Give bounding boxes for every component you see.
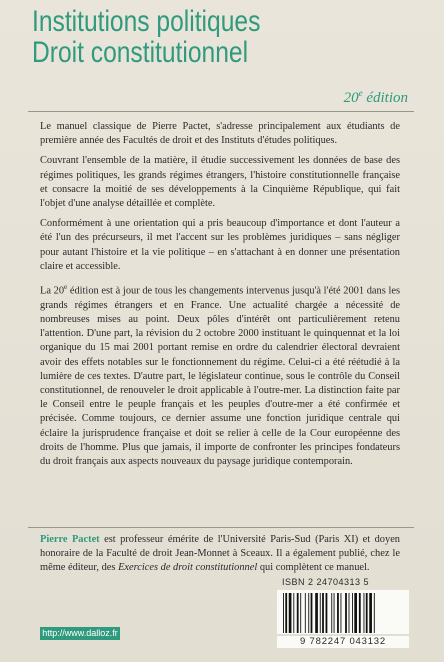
paragraph-2: Couvrant l'ensemble de la matière, il étudie successivement les données de base des régimes politiques, les grands régimes étrangers, l'histoire constitutionnelle française et consacre la moitié de ses développements à la Cinquième République, qui fait l'objet d'une analyse détaillée et complète. (40, 155, 400, 210)
edition-label (344, 88, 408, 107)
author-text-2: qui complètent ce manuel. (257, 562, 370, 574)
publisher-url[interactable]: http://www.dalloz.fr (40, 627, 120, 640)
book-title (32, 6, 260, 68)
paragraph-4-lead: La 20 (40, 285, 65, 297)
edition-word: édition (366, 90, 408, 106)
isbn: ISBN 2 24704313 5 (282, 577, 370, 587)
companion-book-title: Exercices de droit constitutionnel (118, 562, 258, 574)
title-line-1: Institutions politiques (32, 5, 261, 38)
edition-sup: e (358, 88, 363, 98)
description (40, 120, 400, 475)
author-bio (40, 533, 400, 576)
paragraph-3: Conformément à une orientation qui a pris beaucoup d'importance et dont l'auteur a été l'un des précurseurs, il met l'accent sur les problèmes juridiques – sans négliger pour autant l'histoire et la vie politique – en s'attachant à en donner une présentation claire et accessible. (40, 218, 400, 272)
divider-top (28, 111, 414, 112)
author-text-1: est professeur émérite de l'Université Paris-Sud (Paris XI) et doyen honoraire de la Faculté de droit Jean-Monnet à Sceaux. Il a également publié, chez le même éditeur, des (40, 534, 400, 574)
paragraph-4 (40, 280, 400, 469)
paragraph-4-sup: e (64, 283, 68, 292)
barcode-bars (281, 593, 405, 634)
divider-bottom (28, 527, 414, 528)
paragraph-1: Le manuel classique de Pierre Pactet, s'adresse principalement aux étudiants de première année des Facultés de droit et des Instituts d'études politiques. (40, 121, 400, 147)
paragraph-4-text: édition est à jour de tous les changements intervenus jusqu'à l'été 2001 dans les grands régimes étrangers et en France. Une actualité chargée a nécessité de nombreuses mises au point. Deux pôles d'intérêt ont particulièrement retenu l'attention. D'une part, la révision du 2 octobre 2000 instituant le quinquennat et la loi organique du 15 mai 2001 portant remise en ordre du calendrier électoral devraient avoir des effets notables sur le fonctionnement du régime. Celui-ci a été réétudié à la lumière de ces textes. D'autre part, le législateur continue, sous le contrôle du Conseil constitutionnel, de renouveler le droit applicable à l'outre-mer. La distinction faite par le Conseil entre le peuple français et les peuples d'outre-mer a été confirmée et précisée. Comme toujours, ce dernier assume une fonction juridique centrale qui éclaire la jurisprudence française et doit se relier à celle de la Cour européenne des droits de l'homme. Plus que jamais, il importe de confronter les principes fondateurs du droit français aux aspects nouveaux du paysage juridique contemporain. (40, 285, 400, 467)
barcode-number: 9 782247 043132 (277, 636, 409, 648)
edition-number: 20 (343, 90, 359, 106)
author-name: Pierre Pactet (40, 534, 100, 545)
barcode-icon (277, 590, 409, 634)
title-line-2: Droit constitutionnel (32, 36, 249, 69)
